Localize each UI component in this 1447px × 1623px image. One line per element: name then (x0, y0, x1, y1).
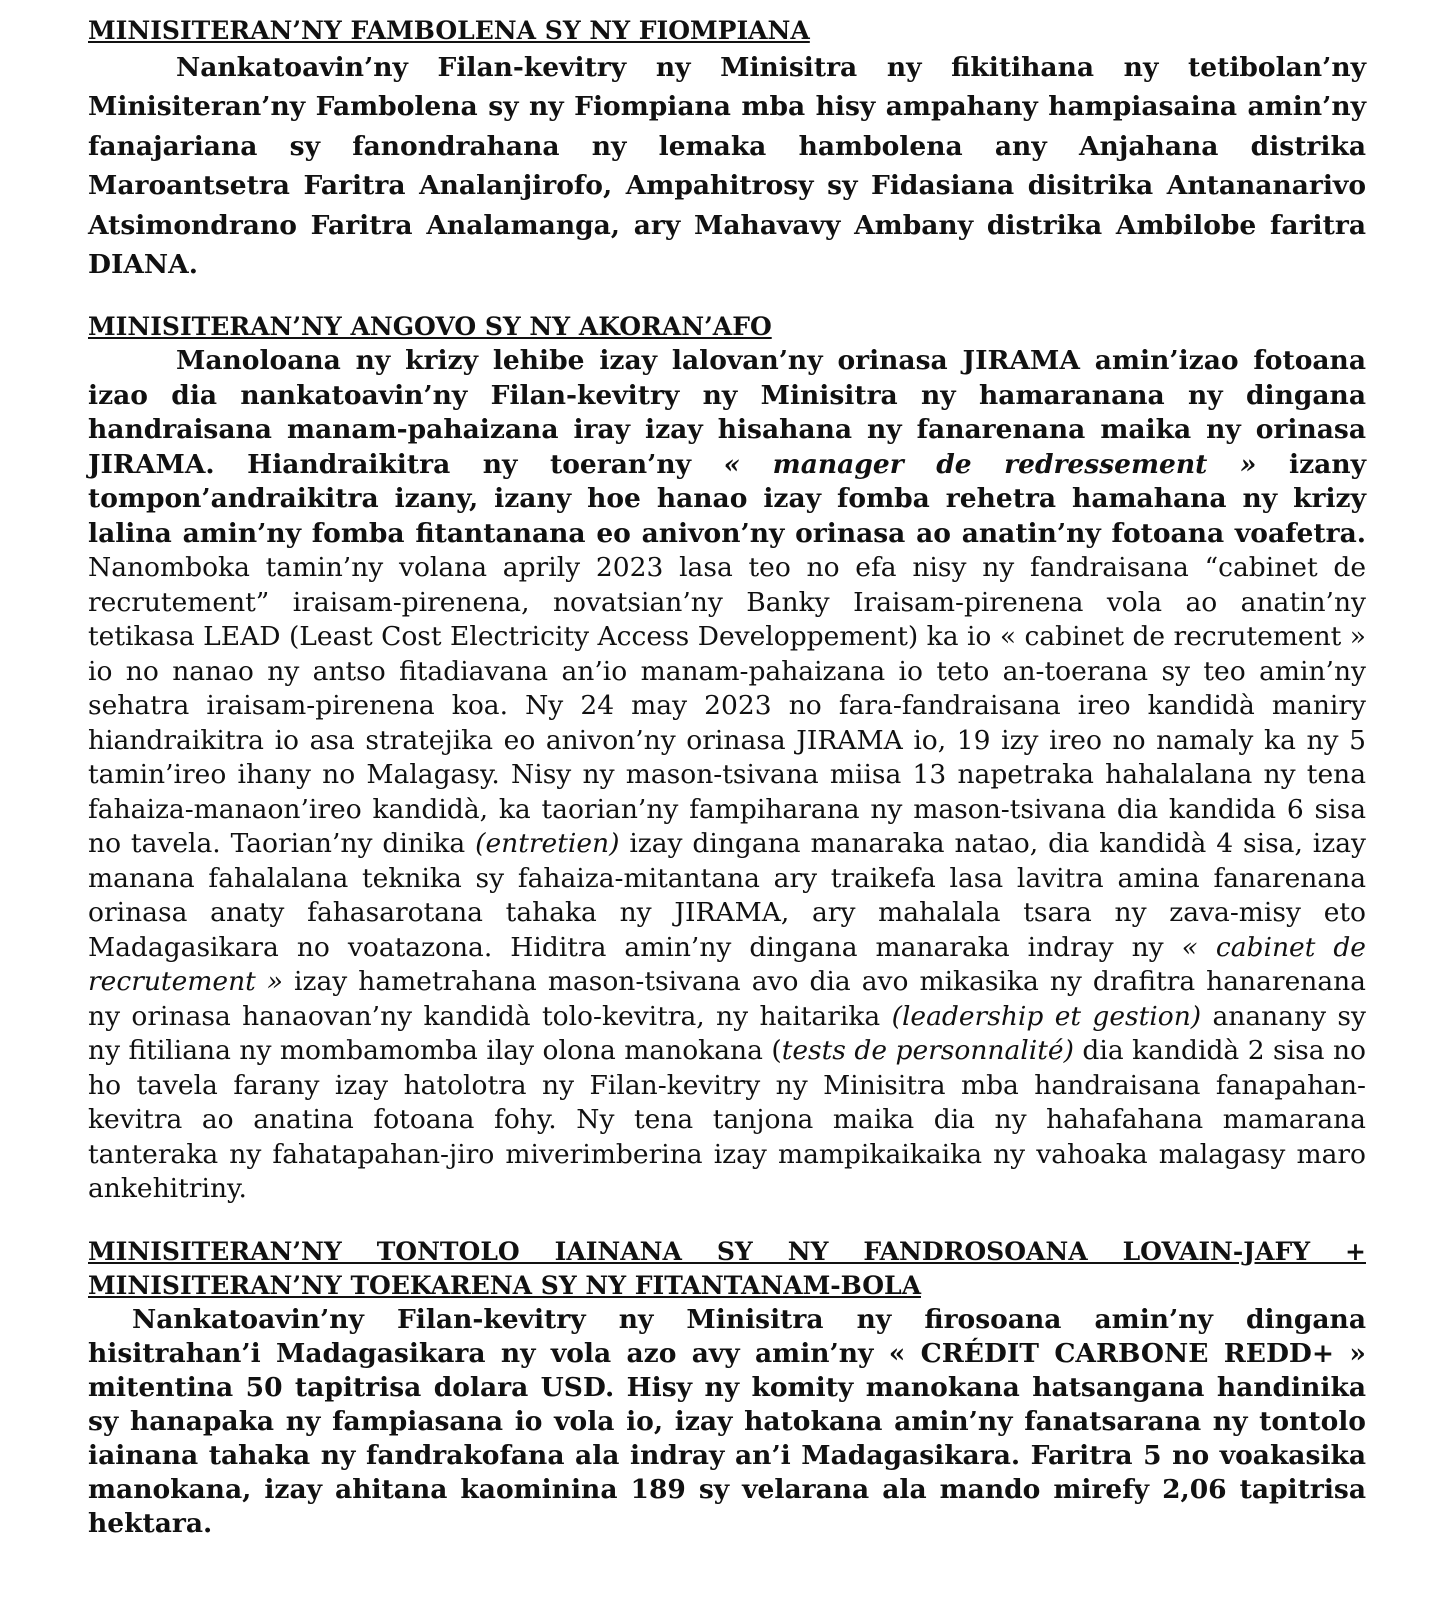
section-heading: MINISITERAN’NY ANGOVO SY NY AKORAN’AFO (88, 312, 772, 342)
body-italic-text: (entretien) (475, 828, 620, 860)
body-italic-text: « cabinet de recrutement » (88, 931, 1366, 998)
body-bold-text: izany tompon’andraikitra izany, izany hoe hanao izay fomba rehetra hamahana ny krizy lalina amin’ny fomba fitantanana eo anivon’ny orinasa ao anatin’ny fotoana voafetra. (88, 448, 1366, 549)
section-body: Nankatoavin’ny Filan-kevitry ny Minisitra ny fikitihana ny tetibolan’ny Minisiteran’ny Fambolena sy ny Fiompiana mba hisy ampahany hampiasaina amin’ny fanajariana sy fanondrahana ny lemaka hambolena any Anjahana distrika Maroantsetra Faritra Analanjirofo, Ampahitrosy sy Fidasiana disitrika Antananarivo Atsimondrano Faritra Analamanga, ary Mahavavy Ambany distrika Ambilobe faritra DIANA. (88, 52, 1366, 281)
body-text: ananany sy ny fitiliana ny mombamomba ilay olona manokana ( (88, 1000, 1366, 1067)
body-bold-text: Manoloana ny krizy lehibe izay lalovan’ny orinasa JIRAMA amin’izao fotoana izao dia nankatoavin’ny Filan-kevitry ny Minisitra ny hamaranana ny dingana handraisana manam-pahaizana iray izay hisahana ny fanarenana maika ny orinasa JIRAMA. Hiandraikitra ny toeran’ny (88, 345, 1366, 480)
body-text: Nanomboka tamin’ny volana aprily 2023 lasa teo no efa nisy ny fandraisana “cabinet de recrutement” iraisam-pirenena, novatsian’ny Banky Iraisam-pirenena vola ao anatin’ny tetikasa LEAD (Least Cost Electricity Access Developpement) ka io « cabinet de recrutement » io no nanao ny antso fitadiavana an’io manam-pahaizana io teto an-toerana sy teo amin’ny sehatra iraisam-pirenena koa. Ny 24 may 2023 no fara-fandraisana ireo kandidà maniry hiandraikitra io asa stratejika eo anivon’ny orinasa JIRAMA io, 19 izy ireo no namaly ka ny 5 tamin’ireo ihany no Malagasy. Nisy ny mason-tsivana miisa 13 napetraka hahalalana ny tena fahaiza-manaon’ireo kandidà, ka taorian’ny fampiharana ny mason-tsivana dia kandida 6 sisa no tavela. Taorian’ny dinika (88, 552, 1366, 860)
section-heading: MINISITERAN’NY FAMBOLENA SY NY FIOMPIANA (88, 16, 810, 45)
body-text: dia kandidà 2 sisa no ho tavela farany izay hatolotra ny Filan-kevitry ny Minisitra mba handraisana fanapahan-kevitra ao anatina fotoana fohy. Ny tena tanjona maika dia ny hahafahana mamarana tanteraka ny fahatapahan-jiro miverimberina izay mampikaikaika ny vahoaka malagasy maro ankehitriny. (88, 1035, 1366, 1205)
section-body: Nankatoavin’ny Filan-kevitry ny Minisitra ny firosoana amin’ny dingana hisitrahan’i Madagasikara ny vola azo avy amin’ny « CRÉDIT CARBONE REDD+ » mitentina 50 tapitrisa dolara USD. Hisy ny komity manokana hatsangana handinika sy hanapaka ny fampiasana io vola io, izay hatokana amin’ny fanatsarana ny tontolo iainana tahaka ny fandrakofana ala indray an’i Madagasikara. Faritra 5 no voakasika manokana, izay ahitana kaominina 189 sy velarana ala mando mirefy 2,06 tapitrisa hektara. (88, 1303, 1366, 1539)
body-text: izay dingana manaraka natao, dia kandidà 4 sisa, izay manana fahalalana teknika sy fahaiza-mitantana ary traikefa lasa lavitra amina fanarenana orinasa anaty fahasarotana tahaka ny JIRAMA, ary mahalala tsara ny zava-misy eto Madagasikara no voatazona. Hiditra amin’ny dingana manaraka indray ny (88, 828, 1366, 963)
section-body (88, 344, 1366, 1207)
document-page (88, 14, 1366, 1541)
body-italic-text: tests de personnalité) (781, 1035, 1074, 1067)
section-agriculture (88, 14, 1366, 284)
section-environment-economy (88, 1235, 1366, 1541)
section-heading: MINISITERAN’NY TONTOLO IAINANA SY NY FANDROSOANA LOVAIN-JAFY + MINISITERAN’NY TOEKARENA SY NY FITANTANAM-BOLA (88, 1236, 1366, 1300)
body-bold-italic-text: « manager de redressement » (723, 448, 1257, 480)
section-energy (88, 310, 1366, 1207)
body-text: izay hametrahana mason-tsivana avo dia avo mikasika ny drafitra hanarenana ny orinasa hanaovan’ny kandidà tolo-kevitra, ny haitarika (88, 966, 1366, 1032)
body-italic-text: (leadership et gestion) (891, 1000, 1202, 1032)
